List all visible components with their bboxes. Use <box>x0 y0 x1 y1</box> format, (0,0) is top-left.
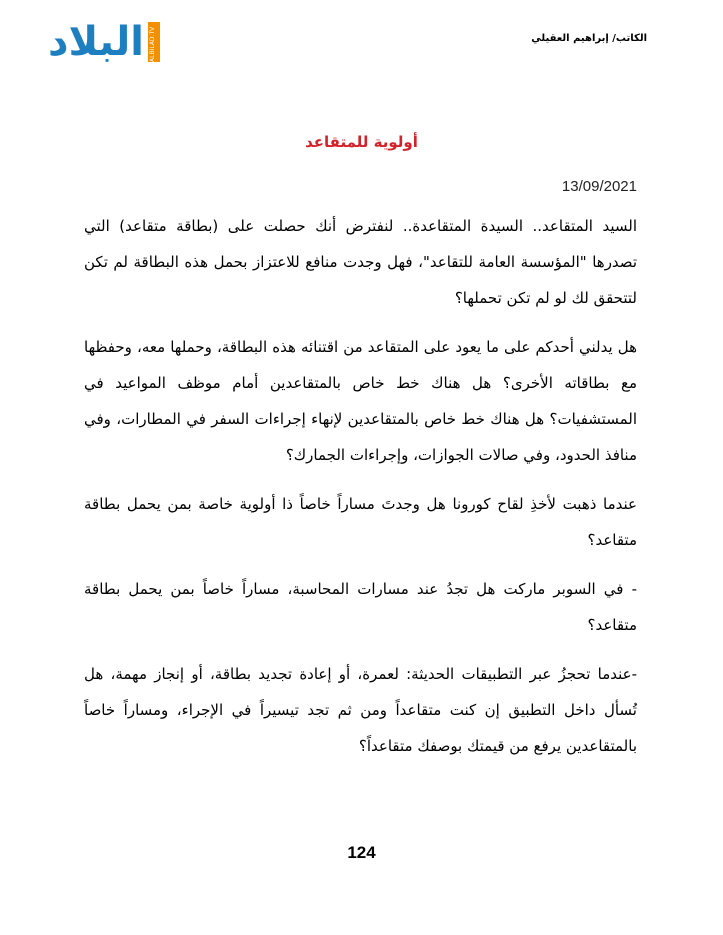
logo-tag <box>148 22 160 62</box>
article-title: أولوية للمتقاعد <box>305 133 418 151</box>
page-number: 124 <box>347 843 376 862</box>
paragraph: -عندما تحجزُ عبر التطبيقات الحديثة: لعمرة، أو إعادة تجديد بطاقة، أو إنجاز مهمة، هل تُسأل داخل التطبيق إن كنت متقاعداً ومن ثم تجد تيسيراً في الإجراء، ومساراً خاصاً بالمتقاعدين يرفع من قيمتك بوصفك متقاعداً؟ <box>84 665 637 755</box>
logo-tag-text: ALBILAD.TV <box>148 26 156 62</box>
albilad-logo <box>48 18 176 66</box>
paragraph: - في السوبر ماركت هل تجدُ عند مسارات المحاسبة، مساراً خاصاً بمن يحمل بطاقة متقاعد؟ <box>84 580 637 634</box>
paragraph: عندما ذهبت لأخذِ لقاح كورونا هل وجدتَ مساراً خاصاً ذا أولوية خاصة بمن يحمل بطاقة متقاعد؟ <box>84 495 637 549</box>
logo-wordmark: البلاد <box>48 19 144 65</box>
paragraph: هل يدلني أحدكم على ما يعود على المتقاعد من اقتنائه هذه البطاقة، وحملها معه، وحفظها مع بطاقاته الأخرى؟ هل هناك خط خاص بالمتقاعدين أمام موظف المواعيد في المستشفيات؟ هل هناك خط خاص بالمتقاعدين لإنهاء إجراءات السفر في المطارات، وفي منافذ الحدود، وفي صالات الجوازات، وإجراءات الجمارك؟ <box>84 338 637 464</box>
article-date: 13/09/2021 <box>561 178 637 195</box>
article-body <box>84 208 637 777</box>
paragraph: السيد المتقاعد.. السيدة المتقاعدة.. لنفترض أنك حصلت على (بطاقة متقاعد) التي تصدرها "المؤسسة العامة للتقاعد"، فهل وجدت منافع للاعتزاز بحمل هذه البطاقة لم تكن لتتحقق لك لو لم تكن تحملها؟ <box>84 217 637 307</box>
author-name: الكاتب/ إبراهيم العقيلي <box>531 33 647 44</box>
